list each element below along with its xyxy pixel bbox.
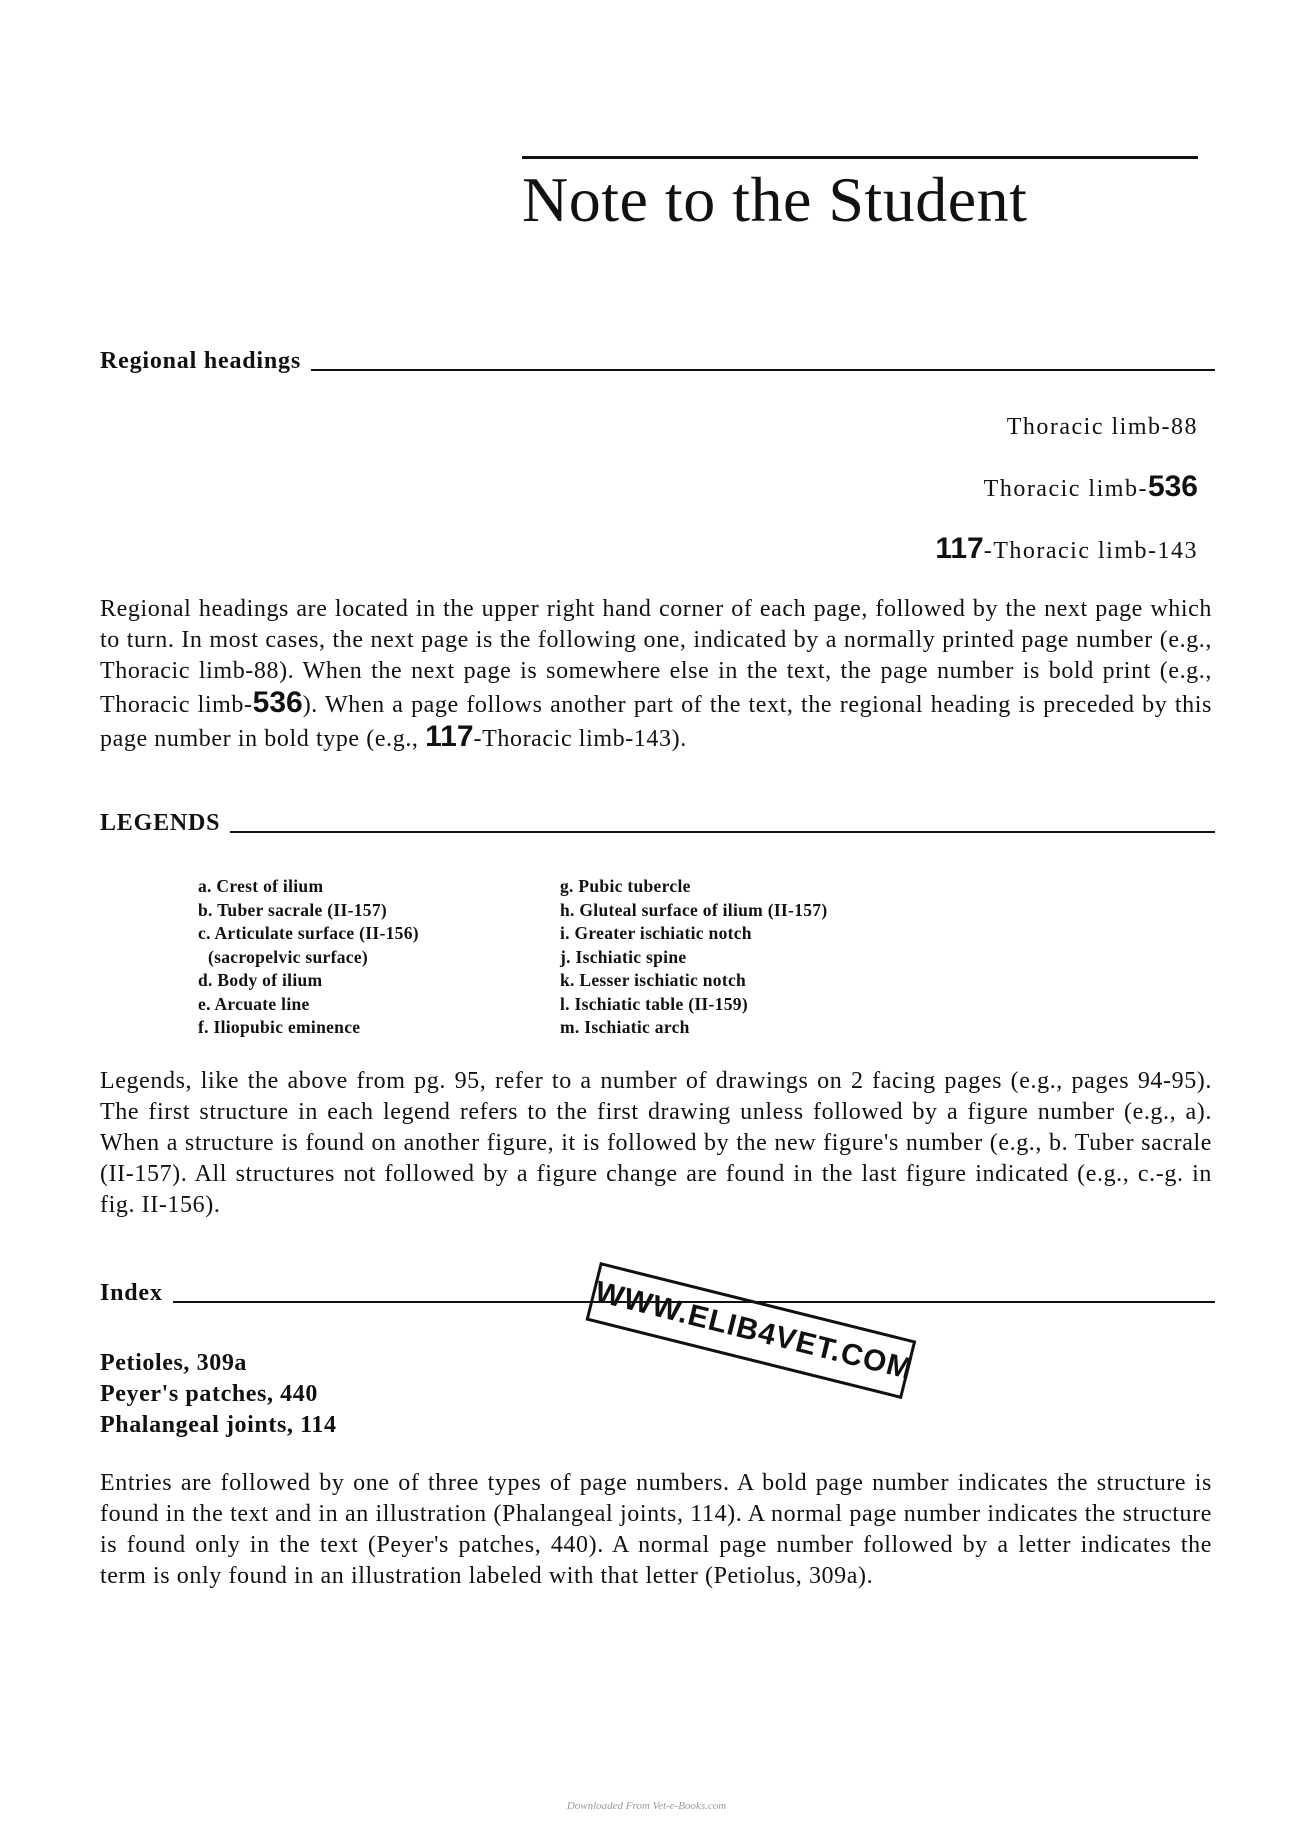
legend-item: b. Tuber sacrale (II-157) (198, 899, 387, 920)
legend-item: f. Iliopubic eminence (198, 1017, 361, 1037)
index-label: Index (100, 1280, 163, 1306)
watermark-stamp: WWW.ELIB4VET.COM (585, 1262, 916, 1399)
example-bold-page: Thoracic limb-536 (983, 470, 1198, 503)
example-normal: Thoracic limb-88 (1006, 414, 1198, 440)
legend-item: k. Lesser ischiatic notch (560, 970, 747, 990)
title-rule (522, 156, 1198, 159)
legend-column-2 (560, 875, 827, 1040)
heading-rule (311, 368, 1215, 371)
regional-heading-examples (935, 408, 1198, 592)
index-entries (100, 1348, 337, 1441)
legend-item: m. Ischiatic arch (560, 1017, 690, 1037)
legend-item: a. Crest of ilium (198, 876, 324, 896)
legends-paragraph: Legends, like the above from pg. 95, refer to a number of drawings on 2 facing pages (e.g., pages 94-95). The first structure in each legend refers to the first drawing unless followed by a figure number (e.g., a). When a structure is found on another figure, it is followed by the new figure's number (e.g., b. Tuber sacrale (II-157). All structures not followed by a figure change are found in the last figure indicated (e.g., c.-g. in fig. II-156). (100, 1068, 1212, 1218)
legend-item: g. Pubic tubercle (560, 876, 691, 896)
legend-item: j. Ischiatic spine (560, 946, 687, 967)
index-paragraph: Entries are followed by one of three types of page numbers. A bold page number indicates the structure is found in the text and in an illustration (Phalangeal joints, 114). A normal page number indicates the structure is found only in the text (Peyer's patches, 440). A normal page number followed by a letter indicates the term is only found in an illustration labeled with that letter (Petiolus, 309a). (100, 1470, 1212, 1589)
regional-headings-paragraph: Regional headings are located in the upper right hand corner of each page, followed by the next page which to turn. In most cases, the next page is the following one, indicated by a normally printed page number (e.g., Thoracic limb-88). When the next page is somewhere else in the text, the page number is bold print (e.g., Thoracic limb-536). When a page follows another part of the text, the regional heading is preceded by this page number in bold type (e.g., 117-Thoracic limb-143). (100, 596, 1212, 753)
legend-column-1 (198, 875, 419, 1040)
legend-item: (sacropelvic surface) (208, 946, 369, 967)
regional-headings-label: Regional headings (100, 348, 301, 374)
example-preceded: 117-Thoracic limb-143 (935, 532, 1198, 565)
heading-rule (230, 830, 1215, 833)
legend-item: c. Articulate surface (II-156) (198, 923, 419, 943)
footer-credit: Downloaded From Vet-e-Books.com (566, 1800, 727, 1812)
legend-item: h. Gluteal surface of ilium (II-157) (560, 899, 828, 920)
legends-label: LEGENDS (100, 810, 221, 836)
legend-item: d. Body of ilium (198, 970, 323, 990)
index-entry: Peyer's patches, 440 (100, 1381, 318, 1407)
page-title: Note to the Student (522, 164, 1028, 235)
legend-item: l. Ischiatic table (II-159) (560, 993, 748, 1014)
legend-item: e. Arcuate line (198, 993, 310, 1014)
index-entry: Phalangeal joints, 114 (100, 1412, 337, 1438)
legend-item: i. Greater ischiatic notch (560, 923, 752, 943)
index-entry: Petioles, 309a (100, 1350, 248, 1376)
regional-headings-heading (100, 348, 1215, 375)
legends-heading (100, 810, 1215, 837)
